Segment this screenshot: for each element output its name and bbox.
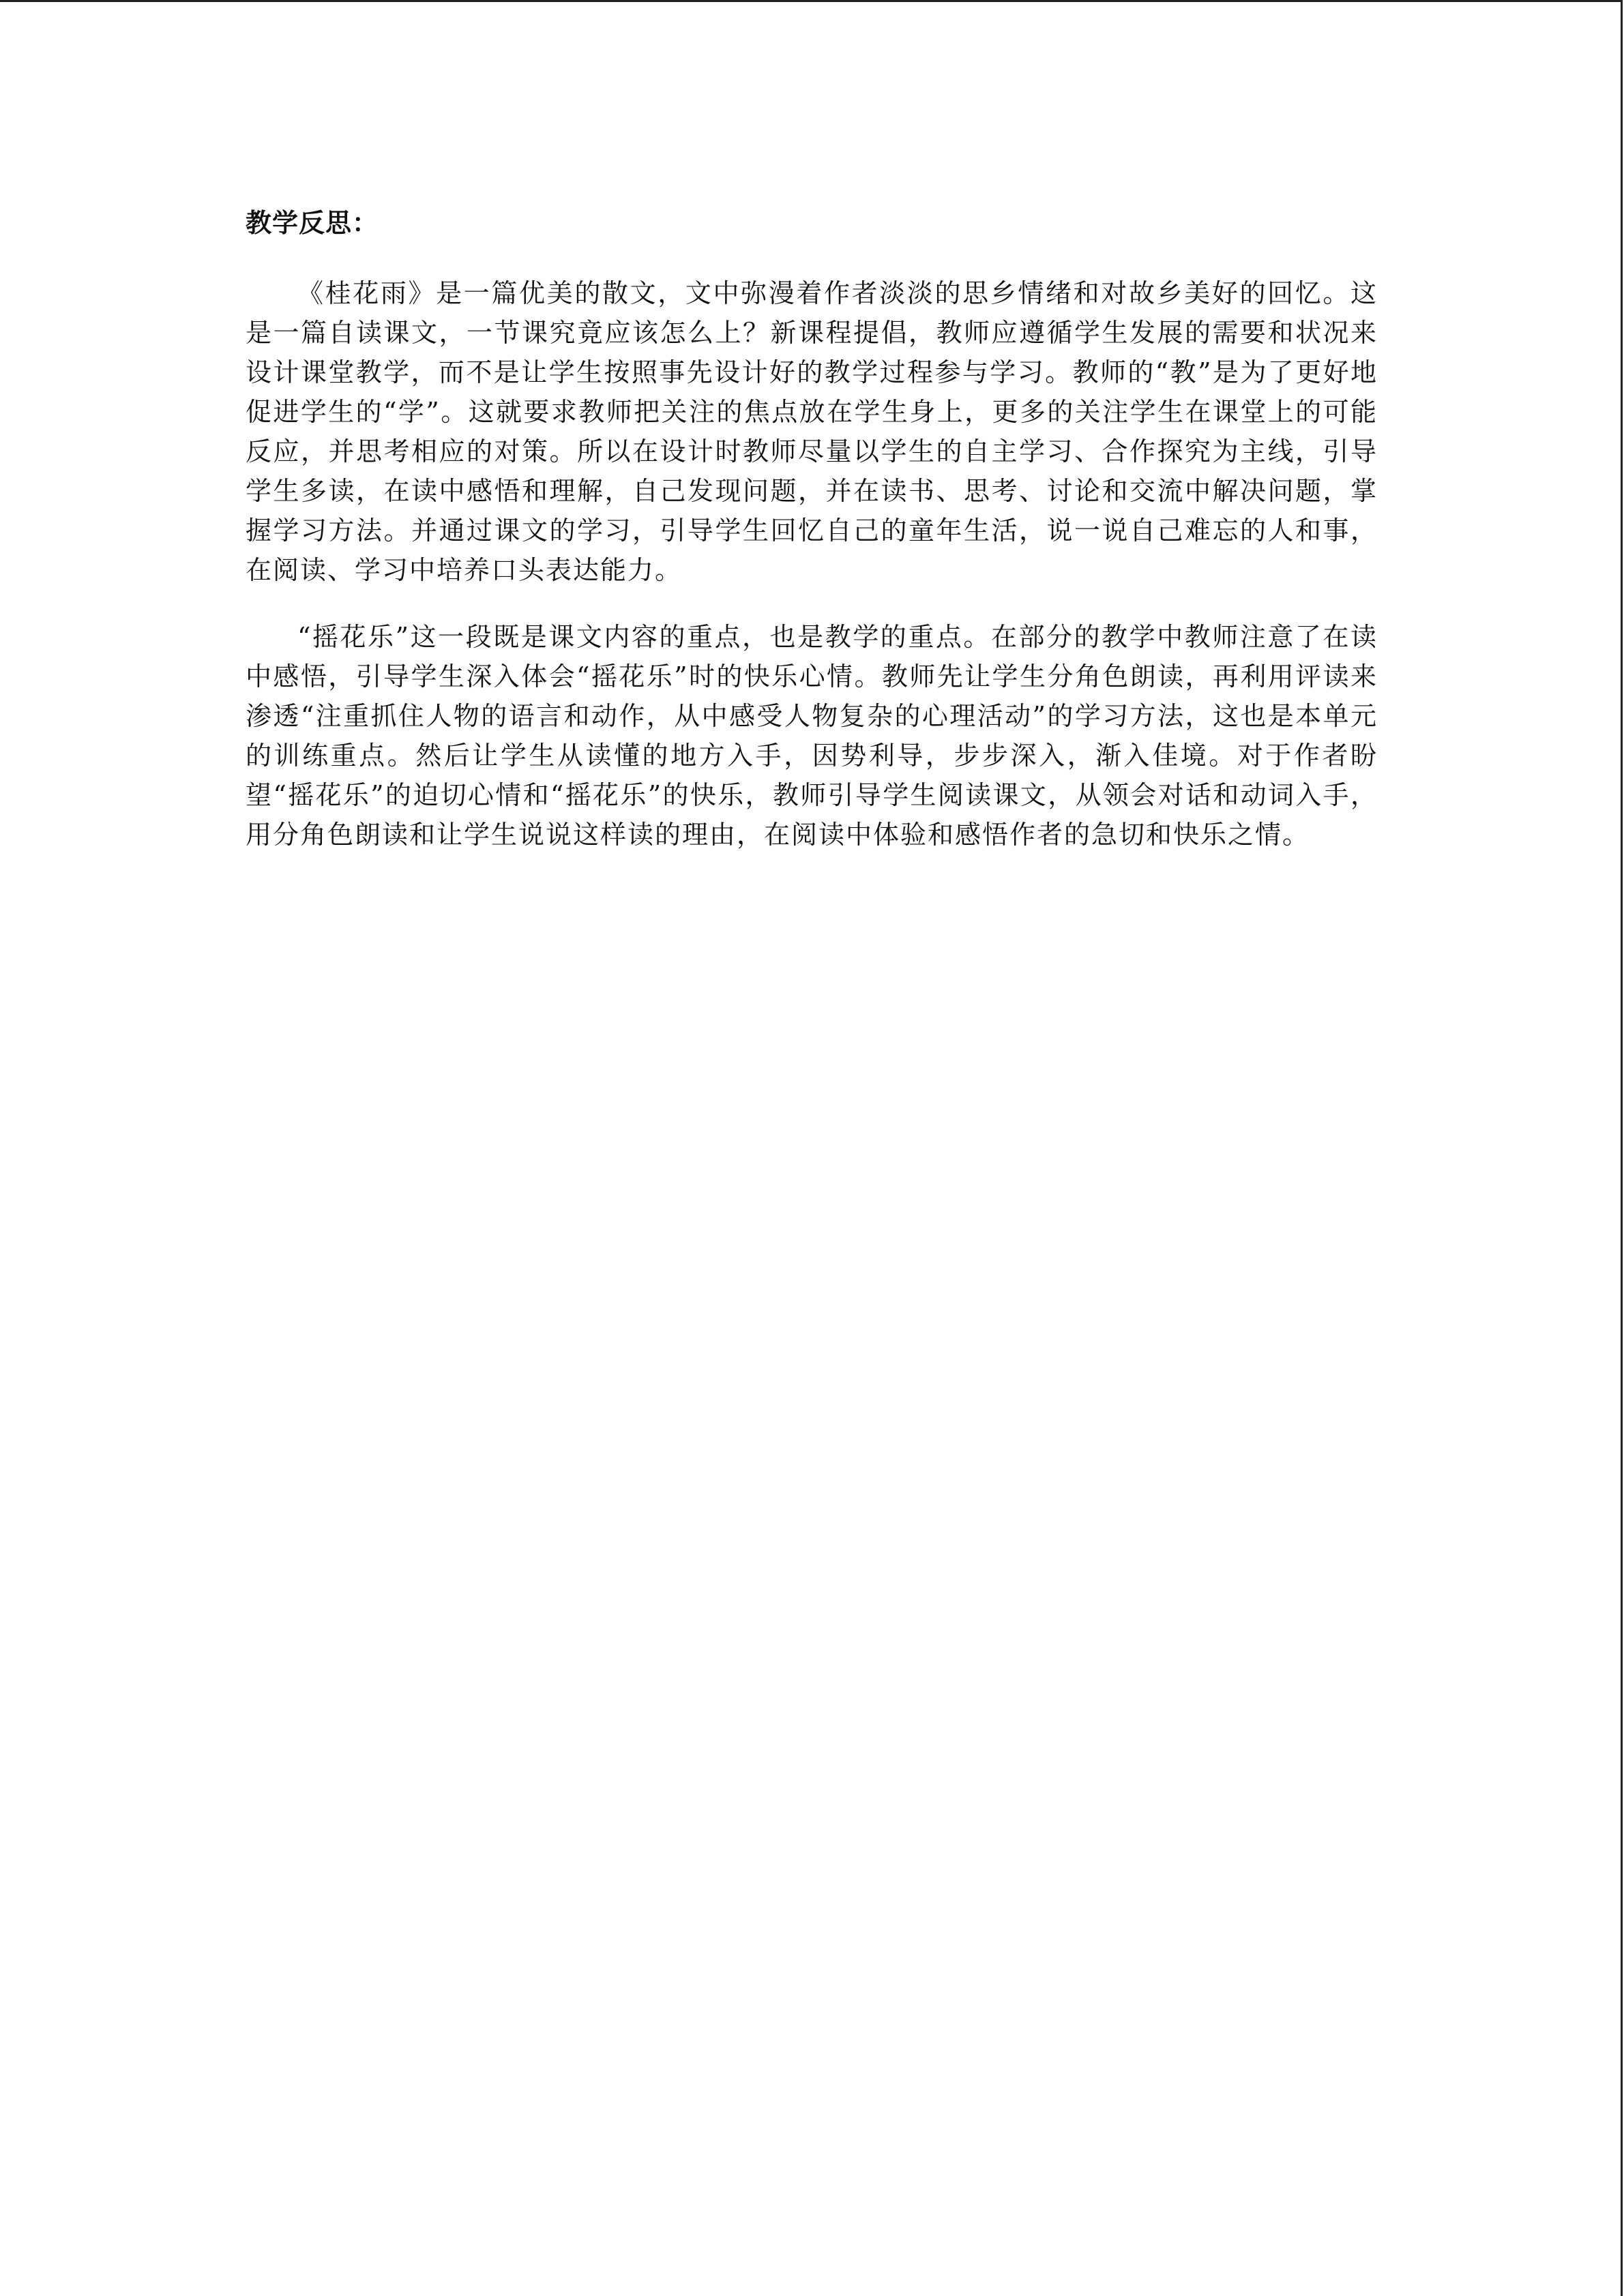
document-body [246,203,1378,882]
paragraph-2: “摇花乐”这一段既是课文内容的重点，也是教学的重点。在部分的教学中教师注意了在读中感悟，引导学生深入体会“摇花乐”时的快乐心情。教师先让学生分角色朗读，再利用评读来渗透“注重抓住人物的语言和动作，从中感受人物复杂的心理活动”的学习方法，这也是本单元的训练重点。然后让学生从读懂的地方入手，因势利导，步步深入，渐入佳境。对于作者盼望“摇花乐”的迫切心情和“摇花乐”的快乐，教师引导学生阅读课文，从领会对话和动词入手，用分角色朗读和让学生说说这样读的理由，在阅读中体验和感悟作者的急切和快乐之情。 [246,622,1378,850]
section-heading: 教学反思： [246,208,379,238]
paragraph-1: 《桂花雨》是一篇优美的散文，文中弥漫着作者淡淡的思乡情绪和对故乡美好的回忆。这是一篇自读课文，一节课究竟应该怎么上？新课程提倡，教师应遵循学生发展的需要和状况来设计课堂教学，而不是让学生按照事先设计好的教学过程参与学习。教师的“教”是为了更好地促进学生的“学”。这就要求教师把关注的焦点放在学生身上，更多的关注学生在课堂上的可能反应，并思考相应的对策。所以在设计时教师尽量以学生的自主学习、合作探究为主线，引导学生多读，在读中感悟和理解，自己发现问题，并在读书、思考、讨论和交流中解决问题，掌握学习方法。并通过课文的学习，引导学生回忆自己的童年生活，说一说自己难忘的人和事，在阅读、学习中培养口头表达能力。 [246,278,1378,585]
